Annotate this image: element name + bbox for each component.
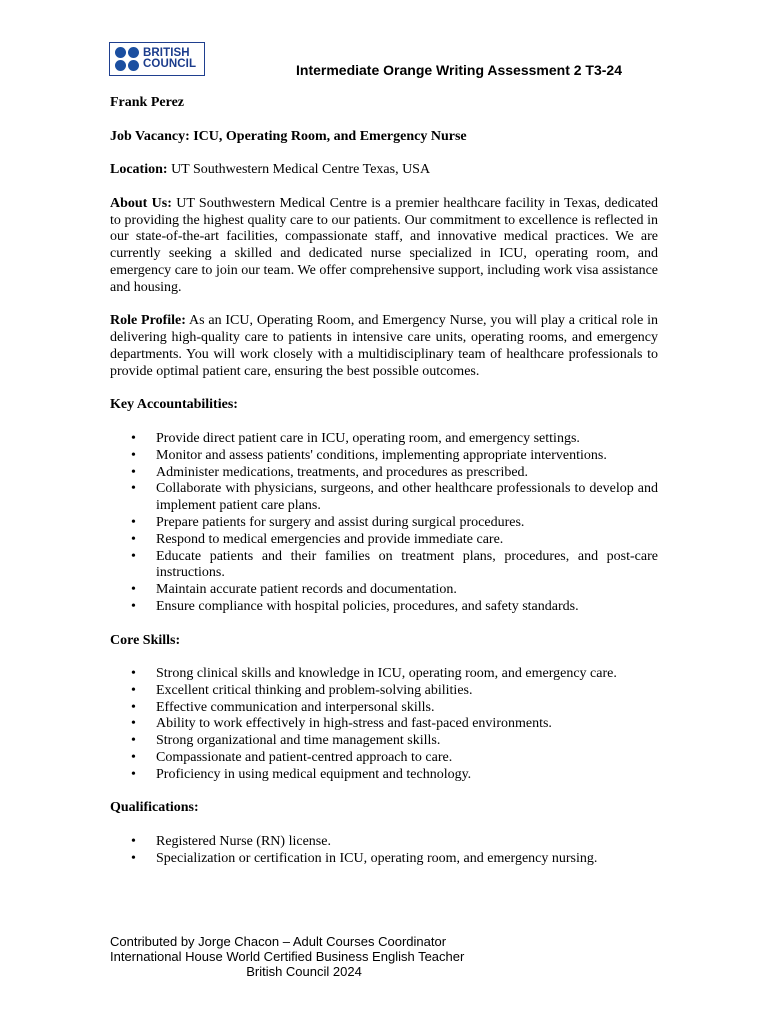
logo-line-2: COUNCIL bbox=[143, 58, 197, 70]
list-item: • Administer medications, treatments, and procedures as prescribed. bbox=[110, 465, 658, 482]
about-label: About Us: bbox=[110, 195, 172, 211]
location-label: Location: bbox=[110, 162, 168, 178]
list-item: • Prepare patients for surgery and assist during surgical procedures. bbox=[110, 515, 658, 532]
list-item: • Excellent critical thinking and problem-solving abilities. bbox=[110, 683, 658, 700]
job-title: Job Vacancy: ICU, Operating Room, and Emergency Nurse bbox=[110, 128, 467, 144]
list-item: • Educate patients and their families on treatment plans, procedures, and post-care instructions. bbox=[110, 549, 658, 583]
qualifications-list bbox=[110, 834, 658, 868]
footer bbox=[110, 934, 530, 979]
core-skills-heading: Core Skills: bbox=[110, 632, 181, 648]
accountabilities-list bbox=[110, 431, 658, 616]
list-item: • Strong organizational and time management skills. bbox=[110, 733, 658, 750]
author-name: Frank Perez bbox=[110, 95, 184, 110]
qualifications-heading: Qualifications: bbox=[110, 800, 199, 816]
footer-certification: International House World Certified Business English Teacher bbox=[110, 949, 465, 964]
list-item: • Specialization or certification in ICU, operating room, and emergency nursing. bbox=[110, 851, 658, 868]
about-paragraph bbox=[110, 196, 658, 297]
list-item: • Effective communication and interpersonal skills. bbox=[110, 700, 658, 717]
document-body bbox=[110, 95, 658, 868]
list-item: • Registered Nurse (RN) license. bbox=[110, 834, 658, 851]
role-text: As an ICU, Operating Room, and Emergency Nurse, you will play a critical role in delivering high-quality care to patients in intensive care units, operating rooms, and emergency departments. You will work closely with a multidisciplinary team of healthcare professionals to provide optimal patient care, ensuring the best possible outcomes. bbox=[110, 313, 659, 379]
assessment-title: Intermediate Orange Writing Assessment 2 T3-24 bbox=[296, 62, 622, 78]
list-item: • Compassionate and patient-centred approach to care. bbox=[110, 750, 658, 767]
core-skills-list bbox=[110, 666, 658, 784]
accountabilities-heading: Key Accountabilities: bbox=[110, 397, 238, 413]
list-item: • Respond to medical emergencies and provide immediate care. bbox=[110, 532, 658, 549]
logo-line-1: BRITISH bbox=[143, 47, 190, 59]
location-value: UT Southwestern Medical Centre Texas, USA bbox=[167, 162, 431, 178]
list-item: • Ability to work effectively in high-stress and fast-paced environments. bbox=[110, 716, 658, 733]
location-paragraph bbox=[110, 162, 658, 179]
about-text: UT Southwestern Medical Centre is a premier healthcare facility in Texas, dedicated to providing the highest quality care to our patients. Our commitment to excellence is reflected in our state-of-the-art facilities, compassionate staff, and innovative medical practices. We are currently seeking a skilled and dedicated nurse specialized in ICU, operating room, and emergency care to join our team. We offer comprehensive support, including work visa assistance and housing. bbox=[110, 195, 658, 295]
role-paragraph bbox=[110, 313, 658, 380]
logo-dots-icon bbox=[115, 47, 139, 71]
list-item: • Maintain accurate patient records and documentation. bbox=[110, 582, 658, 599]
list-item: • Strong clinical skills and knowledge in ICU, operating room, and emergency care. bbox=[110, 666, 658, 683]
list-item: • Provide direct patient care in ICU, operating room, and emergency settings. bbox=[110, 431, 658, 448]
footer-contributor: Contributed by Jorge Chacon – Adult Courses Coordinator bbox=[110, 934, 447, 949]
list-item: • Ensure compliance with hospital policies, procedures, and safety standards. bbox=[110, 599, 658, 616]
list-item: • Proficiency in using medical equipment and technology. bbox=[110, 767, 658, 784]
list-item: • Monitor and assess patients' conditions, implementing appropriate interventions. bbox=[110, 448, 658, 465]
role-label: Role Profile: bbox=[110, 313, 186, 329]
footer-organization: British Council 2024 bbox=[246, 964, 362, 979]
british-council-logo bbox=[109, 42, 205, 76]
list-item: • Collaborate with physicians, surgeons, and other healthcare professionals to develop and implement patient care plans. bbox=[110, 481, 658, 515]
